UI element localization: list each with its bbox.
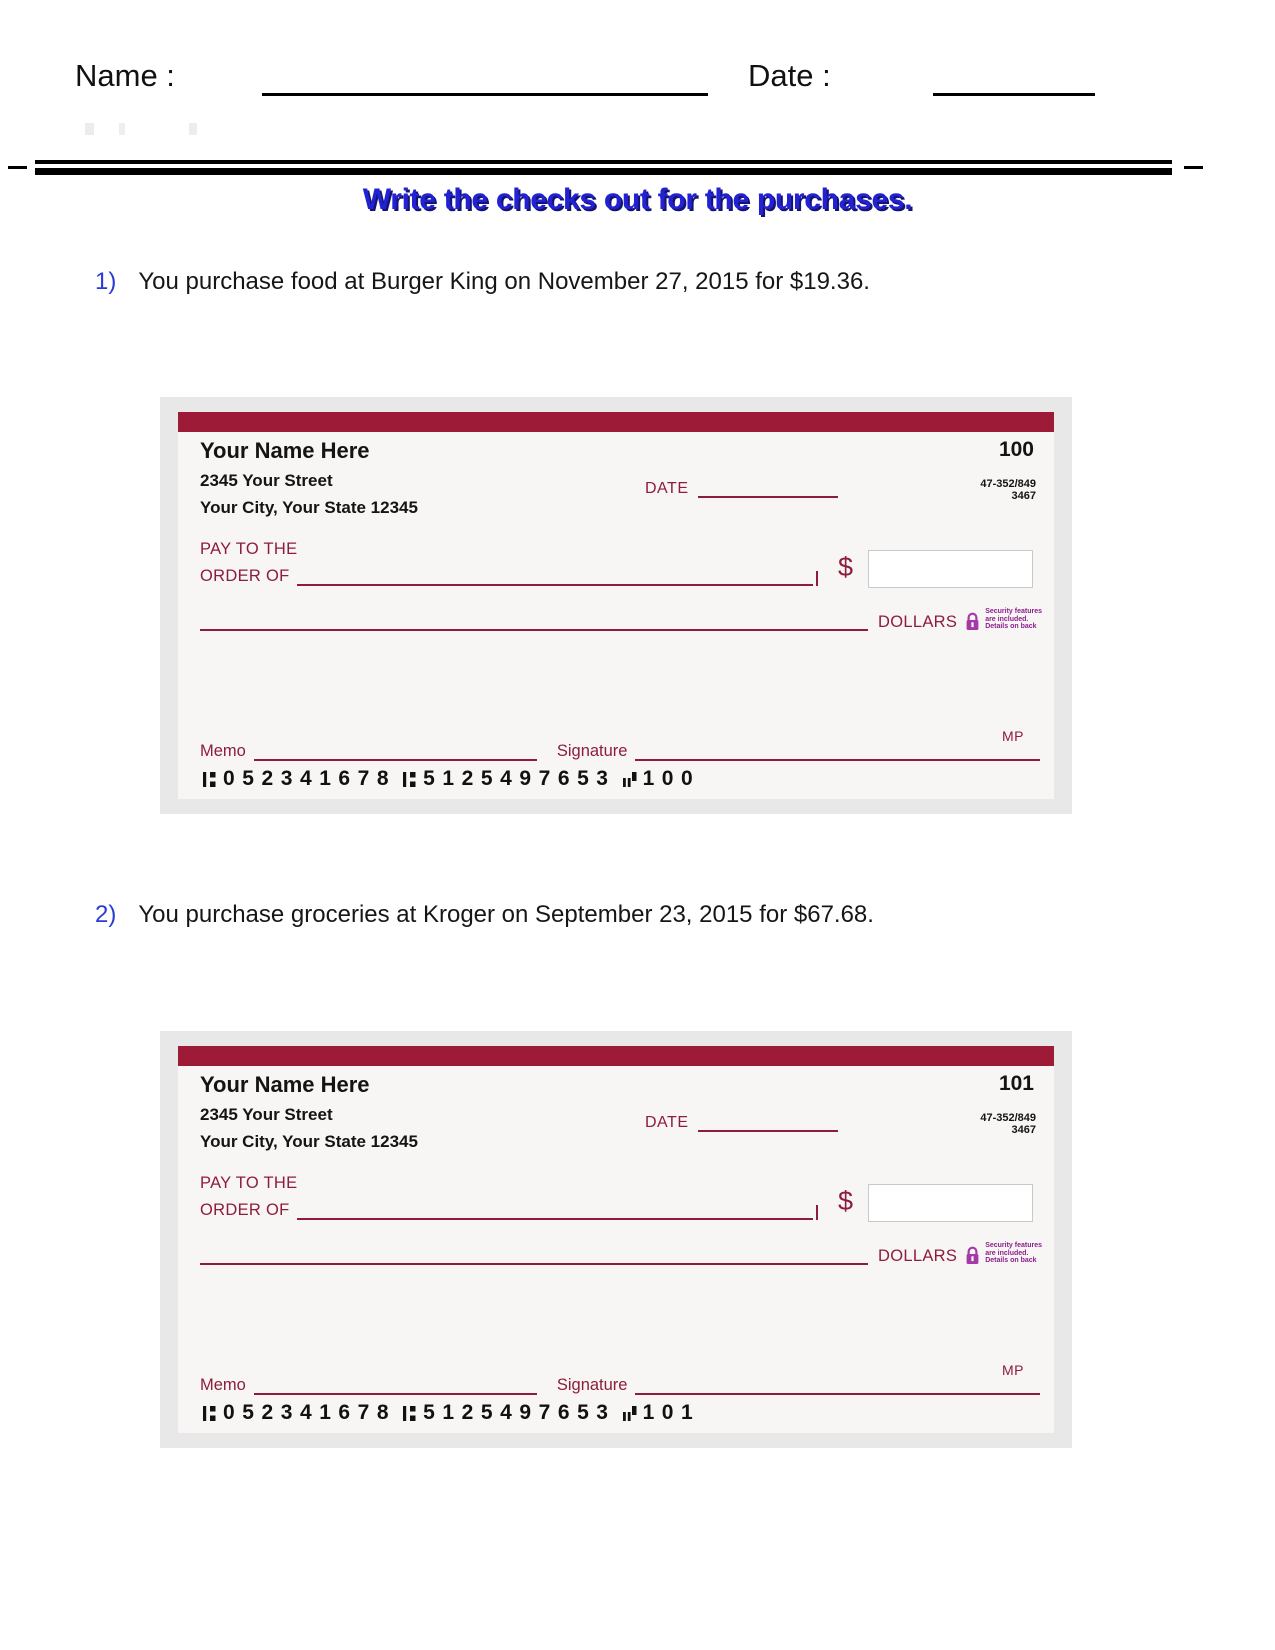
routing-fraction <box>980 478 1036 502</box>
payer-name: Your Name Here <box>200 1072 370 1097</box>
routing-fraction-bottom: 3467 <box>1011 1124 1036 1136</box>
micr-on-us-icon <box>622 1403 637 1424</box>
name-label: Name : <box>75 58 175 93</box>
check-number: 100 <box>998 438 1034 461</box>
micr-routing-number: 052341678 <box>223 1401 397 1424</box>
payer-street: 2345 Your Street <box>200 1105 333 1124</box>
payer-name: Your Name Here <box>200 438 370 463</box>
routing-fraction-top: 47-352/849 <box>980 1112 1036 1124</box>
micr-line <box>196 1401 700 1425</box>
rule-left-dash <box>8 166 27 169</box>
question-1-text: You purchase food at Burger King on November 27, 2015 for $19.36. <box>138 268 870 295</box>
memo-label: Memo <box>200 742 246 760</box>
check-1 <box>178 412 1054 799</box>
micr-account-number: 5125497653 <box>423 1401 616 1424</box>
initials-mp: MP <box>1002 1362 1024 1378</box>
dollars-label: DOLLARS <box>878 1246 958 1265</box>
question-2 <box>95 901 1175 929</box>
pay-to-the-label: PAY TO THE <box>200 1174 298 1192</box>
written-amount-row <box>200 1242 1042 1266</box>
payer-block <box>200 438 418 525</box>
date-blank-line[interactable] <box>933 93 1095 96</box>
payer-block <box>200 1072 418 1159</box>
memo-signature-row <box>200 742 1040 761</box>
micr-transit-icon <box>402 1403 417 1424</box>
security-note-line2: are included. <box>985 1249 1029 1257</box>
written-amount-row <box>200 608 1042 632</box>
routing-fraction-top: 47-352/849 <box>980 478 1036 490</box>
payee-line[interactable] <box>297 574 813 586</box>
signature-label: Signature <box>556 742 628 760</box>
micr-transit-icon <box>402 769 417 790</box>
micr-line <box>196 767 700 791</box>
routing-fraction-bottom: 3467 <box>1011 490 1036 502</box>
security-note-line2: are included. <box>985 615 1029 623</box>
payee-line-tick <box>816 571 818 586</box>
check-top-bar <box>178 412 1054 432</box>
routing-fraction <box>980 1112 1036 1136</box>
dollars-label: DOLLARS <box>878 612 958 631</box>
micr-routing-number: 052341678 <box>223 767 397 790</box>
dollar-sign: $ <box>838 552 854 582</box>
payer-street: 2345 Your Street <box>200 471 333 490</box>
date-field-line[interactable] <box>698 486 838 498</box>
initials-mp: MP <box>1002 728 1024 744</box>
micr-on-us-icon <box>622 769 637 790</box>
check-number: 101 <box>998 1072 1034 1095</box>
name-blank-line[interactable] <box>262 93 708 96</box>
pay-to-the-label: PAY TO THE <box>200 540 298 558</box>
signature-line[interactable] <box>635 749 1040 761</box>
dollar-sign: $ <box>838 1186 854 1216</box>
memo-signature-row <box>200 1376 1040 1395</box>
payee-line-tick <box>816 1205 818 1220</box>
faint-print-artifact <box>85 123 210 135</box>
question-2-text: You purchase groceries at Kroger on September 23, 2015 for $67.68. <box>138 901 874 928</box>
micr-account-number: 5125497653 <box>423 767 616 790</box>
order-of-label: ORDER OF <box>200 567 290 585</box>
security-note-line1: Security features <box>985 608 1042 615</box>
date-field <box>645 480 838 498</box>
memo-label: Memo <box>200 1376 246 1394</box>
date-field-label: DATE <box>645 480 689 497</box>
pay-to-block <box>200 540 818 586</box>
security-lock-icon <box>964 1245 981 1266</box>
page-title: Write the checks out for the purchases. <box>362 183 913 216</box>
micr-transit-icon <box>202 769 217 790</box>
signature-label: Signature <box>556 1376 628 1394</box>
micr-check-number: 101 <box>642 1401 701 1424</box>
date-label: Date : <box>748 58 831 93</box>
check-1-panel <box>160 397 1072 814</box>
memo-line[interactable] <box>254 749 537 761</box>
payee-line[interactable] <box>297 1208 813 1220</box>
order-of-label: ORDER OF <box>200 1201 290 1219</box>
micr-check-number: 100 <box>642 767 701 790</box>
security-note <box>985 1242 1042 1265</box>
security-note-line1: Security features <box>985 1242 1042 1249</box>
signature-line[interactable] <box>635 1383 1040 1395</box>
question-1 <box>95 268 1175 296</box>
check-2 <box>178 1046 1054 1433</box>
check-top-bar <box>178 1046 1054 1066</box>
security-lock-icon <box>964 611 981 632</box>
question-2-number: 2) <box>95 901 117 928</box>
security-note <box>985 608 1042 631</box>
separator-rule <box>35 160 1172 175</box>
date-field <box>645 1114 838 1132</box>
date-field-line[interactable] <box>698 1120 838 1132</box>
payer-city: Your City, Your State 12345 <box>200 498 418 517</box>
memo-line[interactable] <box>254 1383 537 1395</box>
question-1-number: 1) <box>95 268 117 295</box>
payer-city: Your City, Your State 12345 <box>200 1132 418 1151</box>
rule-right-dash <box>1184 166 1203 169</box>
written-amount-line[interactable] <box>200 1253 868 1265</box>
check-2-panel <box>160 1031 1072 1448</box>
pay-to-block <box>200 1174 818 1220</box>
amount-box[interactable] <box>868 1184 1033 1222</box>
written-amount-line[interactable] <box>200 619 868 631</box>
amount-box[interactable] <box>868 550 1033 588</box>
security-note-line3: Details on back <box>985 623 1037 630</box>
security-note-line3: Details on back <box>985 1257 1037 1264</box>
date-field-label: DATE <box>645 1114 689 1131</box>
micr-transit-icon <box>202 1403 217 1424</box>
